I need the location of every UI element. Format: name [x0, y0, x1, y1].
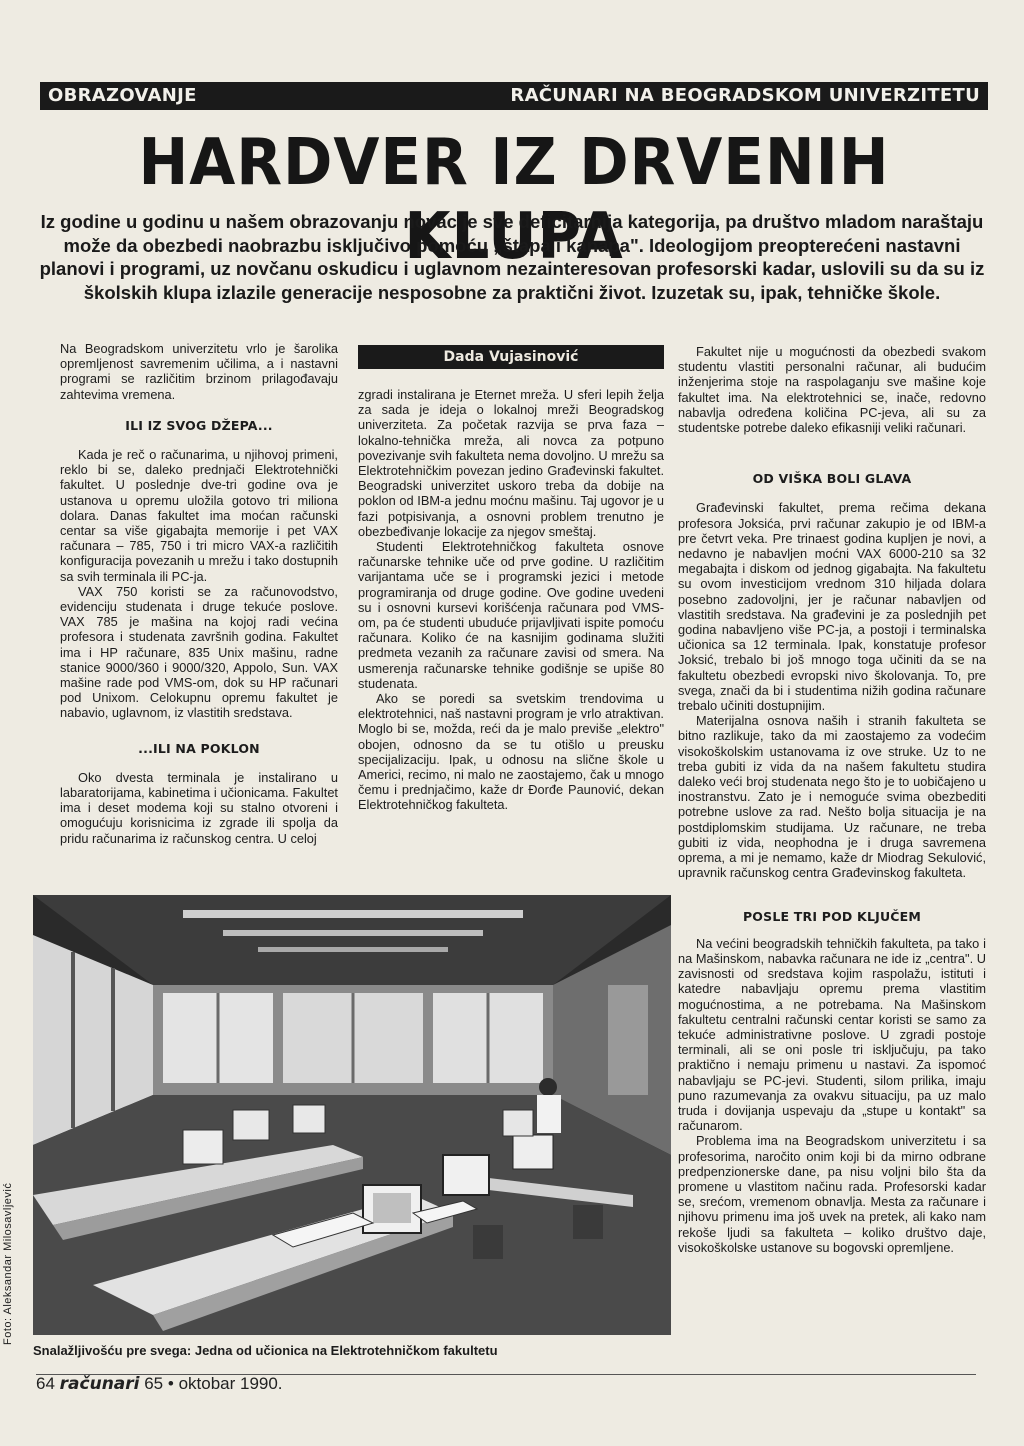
article-title: HARDVER IZ DRVENIH KLUPA [138, 126, 890, 274]
subheading: ILI IZ SVOG DŽEPA... [125, 417, 273, 433]
article-lead: Iz godine u godinu u našem obrazovanju novac je sve deficitarnija kategorija, pa društvo mladom naraštaju može da obezbedi naobrazbu isključivo pomoću „štapa i kanapa". Ideologijom preopterećeni nastavni planovi i programi, uz novčanu oskudicu i uglavnom nezainteresovan profesorski kadar, uslovili su da su iz školskih klupa izlazile generacije nesposobne za praktični život. Izuzetak su, ipak, tehničke škole. [39, 211, 985, 303]
classroom-photo [33, 895, 671, 1335]
paragraph: Građevinski fakultet, prema rečima dekana profesora Joksića, prvi računar zakupio je od IBM-a pre četvrt veka. Pre trinaest godina kupljen je novi, a nedavno je nabavljen moćni VAX 6000-210 sa 32 megabajta i diskom od jednog gigabajta. Na fakultetu su ovom investicijom vrednom 310 hiljada dolara posebno zadovoljni, jer je računar nabavljen od vlastitih sredstava. Na građevini je za poslednjih pet godina nabavljeno više PC-ja, a postoji i terminalska učionica sa 12 terminala. Ipak, konstatuje profesor Joksić, trebalo bi još mnogo toga učiniti da se na fakultetu obezbedi evropski nivo školovanja. To, pre svega, znači da bi i studentima nižih godina računare trebalo učiniti dostupnijim. [678, 500, 986, 714]
paragraph: VAX 750 koristi se za računovodstvo, evidenciju studenata i druge tekuće poslove. VAX 785 je mašina na kojoj radi većina profesora i studenata završnih godina. Fakultet ima i HP računare, 835 Unix mašinu, radne stanice 9000/360 i 9000/320, Appolo, Sun. VAX mašine rade pod VMS-om, dok su HP računari pod Unixom. Celokupnu opremu fakultet je nabavio, uglavnom, iz vlastitih sredstava. [60, 583, 338, 721]
subheading: OD VIŠKA BOLI GLAVA [752, 471, 912, 487]
photo-credit: Foto: Aleksandar Milosavljević [2, 1182, 14, 1345]
paragraph: Kada je reč o računarima, u njihovoj primeni, reklo bi se, daleko prednjači Elektrotehnički fakultet. U poslednje dve-tri godine ova je ustanova u opremu uložila gotovo tri miliona dolara. Danas fakultet ima moćan računski centar sa više gigabajta memorije i pet VAX računara – 785, 750 i tri micro VAX-a različitih konfiguracija povezanih u mrežu i tako dostupnih sa svih terminala ili PC-ja. [60, 447, 338, 584]
photo-caption: Snalažljivošću pre svega: Jedna od učionica na Elektrotehničkom fakultetu [33, 1343, 498, 1358]
paragraph: Fakultet nije u mogućnosti da obezbedi svakom studentu vlastiti personalni računar, ali budućim inženjerima stoje na raspolaganju sve mašine koje fakultet ima. Na elektrotehnici se, inače, redovno nabavlja određena količina PC-jeva, ali su za studentske potrebe daleko efikasniji veliki računari. [678, 344, 986, 436]
bullet-separator: • [167, 1374, 174, 1393]
column-2 [358, 387, 664, 813]
subheading: POSLE TRI POD KLJUČEM [742, 908, 922, 924]
magazine-logo: računari [59, 1374, 140, 1394]
page-footer [36, 1374, 283, 1394]
issue-number: 65 [144, 1374, 164, 1393]
page-number: 64 [36, 1374, 55, 1393]
column-3 [678, 344, 986, 1255]
topic-label: RAČUNARI NA BEOGRADSKOM UNIVERZITETU [510, 85, 980, 106]
author-bar: Dada Vujasinović [358, 345, 664, 369]
paragraph: Oko dvesta terminala je instalirano u labaratorijama, kabinetima i učionicama. Fakultet ima i deset modema koji su stalno otvoreni i omogućuju korisnicima iz zgrade ili spolja da pridu računarima iz računskog centra. U celoj [60, 769, 338, 846]
paragraph: Materijalna osnova naših i stranih fakulteta se bitno razlikuje, tako da mi zaostajemo za vodećim visokoškolskim ustanovama iz ove struke. Uz to ne treba gubiti iz vida da na našem fakultetu studira daleko veći broj studenata nego što je to uobičajeno u inostranstvu. Zato je i nemoguće svima obezbediti potrebne uslove za rad. Nešto bolja situacija je na postdiplomskim studijama. Uz računare, ne treba gubiti iz vida, neophodna je i druga savremena oprema, a mi je nemamo, kaže dr Miodrag Sekulović, upravnik računskog centra Građevinskog fakulteta. [678, 713, 986, 881]
section-header-bar [40, 82, 988, 110]
paragraph: Na Beogradskom univerzitetu vrlo je šarolika opremljenost savremenim učilima, a i nastavni programi se različitim brzinom prilagođavaju zahtevima vremena. [60, 341, 338, 402]
paragraph: Ako se poredi sa svetskim trendovima u elektrotehnici, naš nastavni program je vrlo atraktivan. Moglo bi se, možda, reći da je malo previše „elektro" obojen, odnosno da se tu otišlo u preusku specijalizaciju. Ipak, u odnosu na slične škole u Americi, recimo, ni malo ne zaostajemo, čak u mnogo čemu i prednjačimo, kaže dr Đorđe Paunović, dekan Elektrotehničkog fakulteta. [358, 691, 664, 813]
section-label: OBRAZOVANJE [48, 85, 197, 106]
paragraph: Na većini beogradskih tehničkih fakulteta, pa tako i na Mašinskom, nabavka računara ne ide iz „centra". U zavisnosti od sredstava kojim raspolažu, istituti i katedre nabavljaju opremu prema vlastitim mogućnostima, a ne potrebama. Na Mašinskom fakultetu centralni računski centar koristi se samo za tekuće administrativne poslove. U zgradi postoje terminali, ali se oni posle tri isključuju, pa tako praktično i nemaju primenu u nastavi. Za ispomoć nabavljaju se PC-jevi. Studenti, silom prilika, imaju puno razumevanja za ovakvu situaciju, pa uz malo truda i dovijanja uspevaju da „stupe u kontakt" sa računarom. [678, 935, 986, 1134]
issue-date: oktobar 1990. [178, 1374, 283, 1393]
paragraph: Studenti Elektrotehničkog fakulteta osnove računarske tehnike uče od prve godine. U različitim varijantama uče se i programski jezici i metode programiranja od druge godine. Ove godine uvedeni su i osnovni kursevi korišćenja računara pod VMS-om, pa će studenti ubuduće prijavljivati ispite pomoću računara. Koliko će na kasnijim godinama služiti predmeta vezanih za računare zavisi od smera. Na usmerenja računarske tehnike godišnje se upiše 80 studenata. [358, 539, 664, 691]
paragraph: zgradi instalirana je Eternet mreža. U sferi lepih želja za sada je ideja o lokalnoj mreži Beogradskog univerziteta. Za početak razvija se prva faza – lokalno-tehnička mreža, ali novca za potpuno povezivanje svih fakulteta nema dovoljno. U mrežu sa Elektrotehničkim povezan jedino Građevinski fakultet. Beogradski univerzitet uskoro treba da dobije na poklon od IBM-a jednu moćnu mašinu. Taj ugovor je u fazi potpisivanja, a osnovni problem trenutno je obezbeđivanje lokacije za njegov smeštaj. [358, 387, 664, 539]
column-1 [60, 341, 338, 846]
paragraph: Problema ima na Beogradskom univerzitetu i sa profesorima, naročito onim koji bi da mirno odbrane predpenzionerske dane, pa nisu voljni bilo šta da promene u vlastitom načinu rada. Profesorski kadar se, srećom, vremenom obnavlja. Mesta za računare i njihovu primenu ima još uvek na pretek, ali kako nam rekoše ljudi sa fakulteta – koliko društvo daje, visokoškolske ustanove su bogovski opremljene. [678, 1133, 986, 1255]
subheading: ...ILI NA POKLON [138, 740, 260, 756]
